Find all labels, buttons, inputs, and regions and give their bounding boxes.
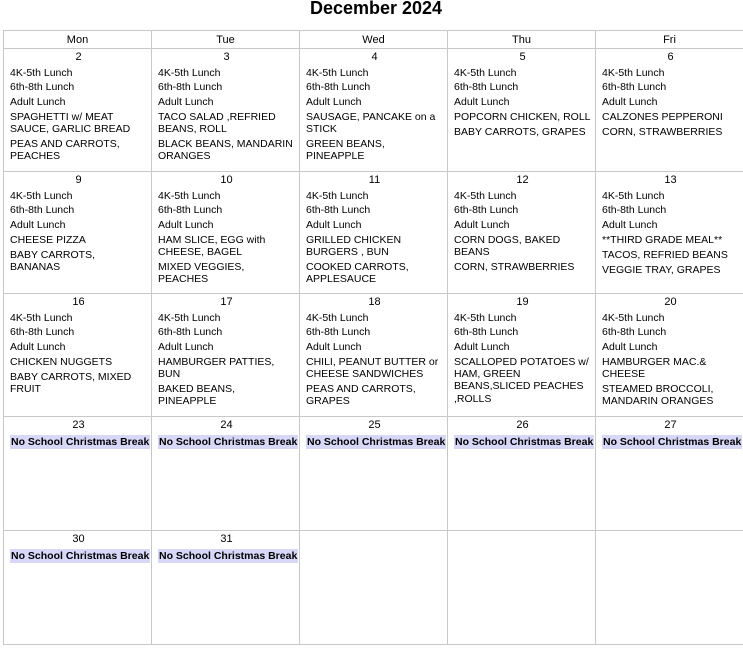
lunch-label-6th-8th: 6th-8th Lunch xyxy=(306,326,371,339)
lunch-label-6th-8th: 6th-8th Lunch xyxy=(602,81,667,94)
day-cell-11[interactable] xyxy=(300,172,448,294)
day-number: 30 xyxy=(72,533,85,545)
menu-item: BAKED BEANS, PINEAPPLE xyxy=(158,382,236,408)
menu-item: HAMBURGER MAC.& CHEESE xyxy=(602,355,707,381)
lunch-label-4k-5th: 4K-5th Lunch xyxy=(158,311,221,324)
day-number: 5 xyxy=(519,51,526,63)
day-cell-10[interactable] xyxy=(152,172,300,294)
menu-item: CHICKEN NUGGETS xyxy=(10,355,113,368)
menu-item: CHILI, PEANUT BUTTER or CHEESE SANDWICHES xyxy=(306,355,439,381)
lunch-label-4k-5th: 4K-5th Lunch xyxy=(454,311,517,324)
menu-item: PEAS AND CARROTS, PEACHES xyxy=(10,137,120,163)
menu-item: HAM SLICE, EGG with CHEESE, BAGEL xyxy=(158,233,266,259)
lunch-label-6th-8th: 6th-8th Lunch xyxy=(306,204,371,217)
weekday-header-fri: Fri xyxy=(596,31,743,49)
day-cell-26[interactable] xyxy=(448,417,596,531)
empty-day-cell xyxy=(300,531,448,645)
day-number: 13 xyxy=(664,174,677,186)
day-cell-6[interactable] xyxy=(596,49,743,172)
lunch-label-4k-5th: 4K-5th Lunch xyxy=(602,311,665,324)
lunch-label-6th-8th: 6th-8th Lunch xyxy=(454,326,519,339)
lunch-label-adult: Adult Lunch xyxy=(158,341,214,354)
day-number: 3 xyxy=(223,51,230,63)
day-cell-19[interactable] xyxy=(448,294,596,417)
day-number: 16 xyxy=(72,296,85,308)
day-number: 26 xyxy=(516,419,529,431)
lunch-label-4k-5th: 4K-5th Lunch xyxy=(10,311,73,324)
empty-day-cell xyxy=(448,531,596,645)
menu-item: GREEN BEANS, PINEAPPLE xyxy=(306,137,385,163)
weekday-header-wed: Wed xyxy=(300,31,448,49)
day-number: 10 xyxy=(220,174,233,186)
day-cell-20[interactable] xyxy=(596,294,743,417)
lunch-label-adult: Adult Lunch xyxy=(602,341,658,354)
menu-item: POPCORN CHICKEN, ROLL xyxy=(454,110,591,123)
day-number: 4 xyxy=(371,51,378,63)
lunch-label-adult: Adult Lunch xyxy=(454,96,510,109)
day-cell-12[interactable] xyxy=(448,172,596,294)
menu-item: MIXED VEGGIES, PEACHES xyxy=(158,260,245,286)
lunch-label-6th-8th: 6th-8th Lunch xyxy=(158,81,223,94)
lunch-label-4k-5th: 4K-5th Lunch xyxy=(158,66,221,79)
menu-item: COOKED CARROTS, APPLESAUCE xyxy=(306,260,409,286)
calendar-title: December 2024 xyxy=(309,0,443,18)
day-number: 17 xyxy=(220,296,233,308)
lunch-label-4k-5th: 4K-5th Lunch xyxy=(306,189,369,202)
day-cell-31[interactable] xyxy=(152,531,300,645)
lunch-label-adult: Adult Lunch xyxy=(10,96,66,109)
day-cell-4[interactable] xyxy=(300,49,448,172)
event-no-school[interactable]: No School Christmas Break xyxy=(159,550,298,562)
lunch-label-adult: Adult Lunch xyxy=(10,219,66,232)
day-number: 11 xyxy=(368,174,381,186)
lunch-label-adult: Adult Lunch xyxy=(10,341,66,354)
lunch-label-adult: Adult Lunch xyxy=(306,341,362,354)
event-no-school[interactable]: No School Christmas Break xyxy=(11,550,150,562)
menu-item: TACO SALAD ,REFRIED BEANS, ROLL xyxy=(158,110,276,136)
menu-item: BABY CARROTS, BANANAS xyxy=(10,248,95,273)
menu-item: BLACK BEANS, MANDARIN ORANGES xyxy=(158,137,293,163)
lunch-label-6th-8th: 6th-8th Lunch xyxy=(158,204,223,217)
lunch-label-4k-5th: 4K-5th Lunch xyxy=(306,66,369,79)
weekday-header-mon: Mon xyxy=(4,31,152,49)
event-no-school[interactable]: No School Christmas Break xyxy=(159,436,298,448)
lunch-label-4k-5th: 4K-5th Lunch xyxy=(10,189,73,202)
day-cell-17[interactable] xyxy=(152,294,300,417)
menu-item: SAUSAGE, PANCAKE on a STICK xyxy=(306,110,436,136)
day-number: 24 xyxy=(220,419,233,431)
lunch-label-4k-5th: 4K-5th Lunch xyxy=(602,189,665,202)
menu-item: STEAMED BROCCOLI, MANDARIN ORANGES xyxy=(602,382,714,408)
lunch-label-adult: Adult Lunch xyxy=(158,96,214,109)
day-number: 6 xyxy=(667,51,674,63)
event-no-school[interactable]: No School Christmas Break xyxy=(307,436,446,448)
day-cell-18[interactable] xyxy=(300,294,448,417)
day-cell-5[interactable] xyxy=(448,49,596,172)
menu-item: BABY CARROTS, MIXED FRUIT xyxy=(10,370,132,395)
lunch-label-adult: Adult Lunch xyxy=(306,96,362,109)
day-number: 2 xyxy=(75,51,82,63)
day-cell-13[interactable] xyxy=(596,172,743,294)
menu-item: CORN, STRAWBERRIES xyxy=(454,260,575,273)
empty-day-cell xyxy=(596,531,743,645)
day-number: 12 xyxy=(516,174,529,186)
lunch-label-4k-5th: 4K-5th Lunch xyxy=(454,189,517,202)
lunch-label-6th-8th: 6th-8th Lunch xyxy=(602,326,667,339)
month-calendar-grid xyxy=(3,30,743,645)
lunch-label-adult: Adult Lunch xyxy=(454,341,510,354)
lunch-label-6th-8th: 6th-8th Lunch xyxy=(10,204,75,217)
lunch-label-adult: Adult Lunch xyxy=(454,219,510,232)
menu-item: CHEESE PIZZA xyxy=(10,233,86,246)
weekday-header-tue: Tue xyxy=(152,31,300,49)
menu-item: SCALLOPED POTATOES w/ HAM, GREEN BEANS,SLICED PEACHES ,ROLLS xyxy=(454,355,589,405)
lunch-label-adult: Adult Lunch xyxy=(602,219,658,232)
day-cell-16[interactable] xyxy=(4,294,152,417)
lunch-label-4k-5th: 4K-5th Lunch xyxy=(158,189,221,202)
lunch-label-6th-8th: 6th-8th Lunch xyxy=(454,204,519,217)
day-number: 20 xyxy=(664,296,677,308)
day-number: 19 xyxy=(516,296,529,308)
day-number: 18 xyxy=(368,296,381,308)
day-cell-24[interactable] xyxy=(152,417,300,531)
menu-item: TACOS, REFRIED BEANS xyxy=(602,248,728,261)
menu-item: VEGGIE TRAY, GRAPES xyxy=(602,263,721,276)
day-cell-9[interactable] xyxy=(4,172,152,294)
day-cell-3[interactable] xyxy=(152,49,300,172)
lunch-label-6th-8th: 6th-8th Lunch xyxy=(10,81,75,94)
menu-item: **THIRD GRADE MEAL** xyxy=(602,233,723,246)
day-cell-30[interactable] xyxy=(4,531,152,645)
lunch-label-4k-5th: 4K-5th Lunch xyxy=(454,66,517,79)
event-no-school[interactable]: No School Christmas Break xyxy=(603,436,742,448)
lunch-label-4k-5th: 4K-5th Lunch xyxy=(306,311,369,324)
menu-item: BABY CARROTS, GRAPES xyxy=(454,125,586,138)
event-no-school[interactable]: No School Christmas Break xyxy=(455,436,594,448)
day-cell-27[interactable] xyxy=(596,417,743,531)
event-no-school[interactable]: No School Christmas Break xyxy=(11,436,150,448)
lunch-label-adult: Adult Lunch xyxy=(602,96,658,109)
day-cell-2[interactable] xyxy=(4,49,152,172)
day-cell-23[interactable] xyxy=(4,417,152,531)
day-cell-25[interactable] xyxy=(300,417,448,531)
day-number: 27 xyxy=(664,419,677,431)
lunch-label-adult: Adult Lunch xyxy=(306,219,362,232)
lunch-label-6th-8th: 6th-8th Lunch xyxy=(602,204,667,217)
menu-item: CORN DOGS, BAKED BEANS xyxy=(454,233,561,259)
menu-item: HAMBURGER PATTIES, BUN xyxy=(158,355,275,381)
weekday-header-thu: Thu xyxy=(448,31,596,49)
day-number: 25 xyxy=(368,419,381,431)
menu-item: SPAGHETTI w/ MEAT SAUCE, GARLIC BREAD xyxy=(10,110,131,136)
lunch-label-6th-8th: 6th-8th Lunch xyxy=(10,326,75,339)
day-number: 31 xyxy=(220,533,233,545)
lunch-label-6th-8th: 6th-8th Lunch xyxy=(158,326,223,339)
day-number: 9 xyxy=(75,174,82,186)
lunch-label-4k-5th: 4K-5th Lunch xyxy=(602,66,665,79)
lunch-label-adult: Adult Lunch xyxy=(158,219,214,232)
lunch-label-4k-5th: 4K-5th Lunch xyxy=(10,66,73,79)
menu-item: CORN, STRAWBERRIES xyxy=(602,125,723,138)
menu-item: GRILLED CHICKEN BURGERS , BUN xyxy=(306,233,402,259)
menu-item: PEAS AND CARROTS, GRAPES xyxy=(306,382,416,408)
menu-item: CALZONES PEPPERONI xyxy=(602,110,723,123)
day-number: 23 xyxy=(72,419,85,431)
lunch-label-6th-8th: 6th-8th Lunch xyxy=(306,81,371,94)
lunch-label-6th-8th: 6th-8th Lunch xyxy=(454,81,519,94)
